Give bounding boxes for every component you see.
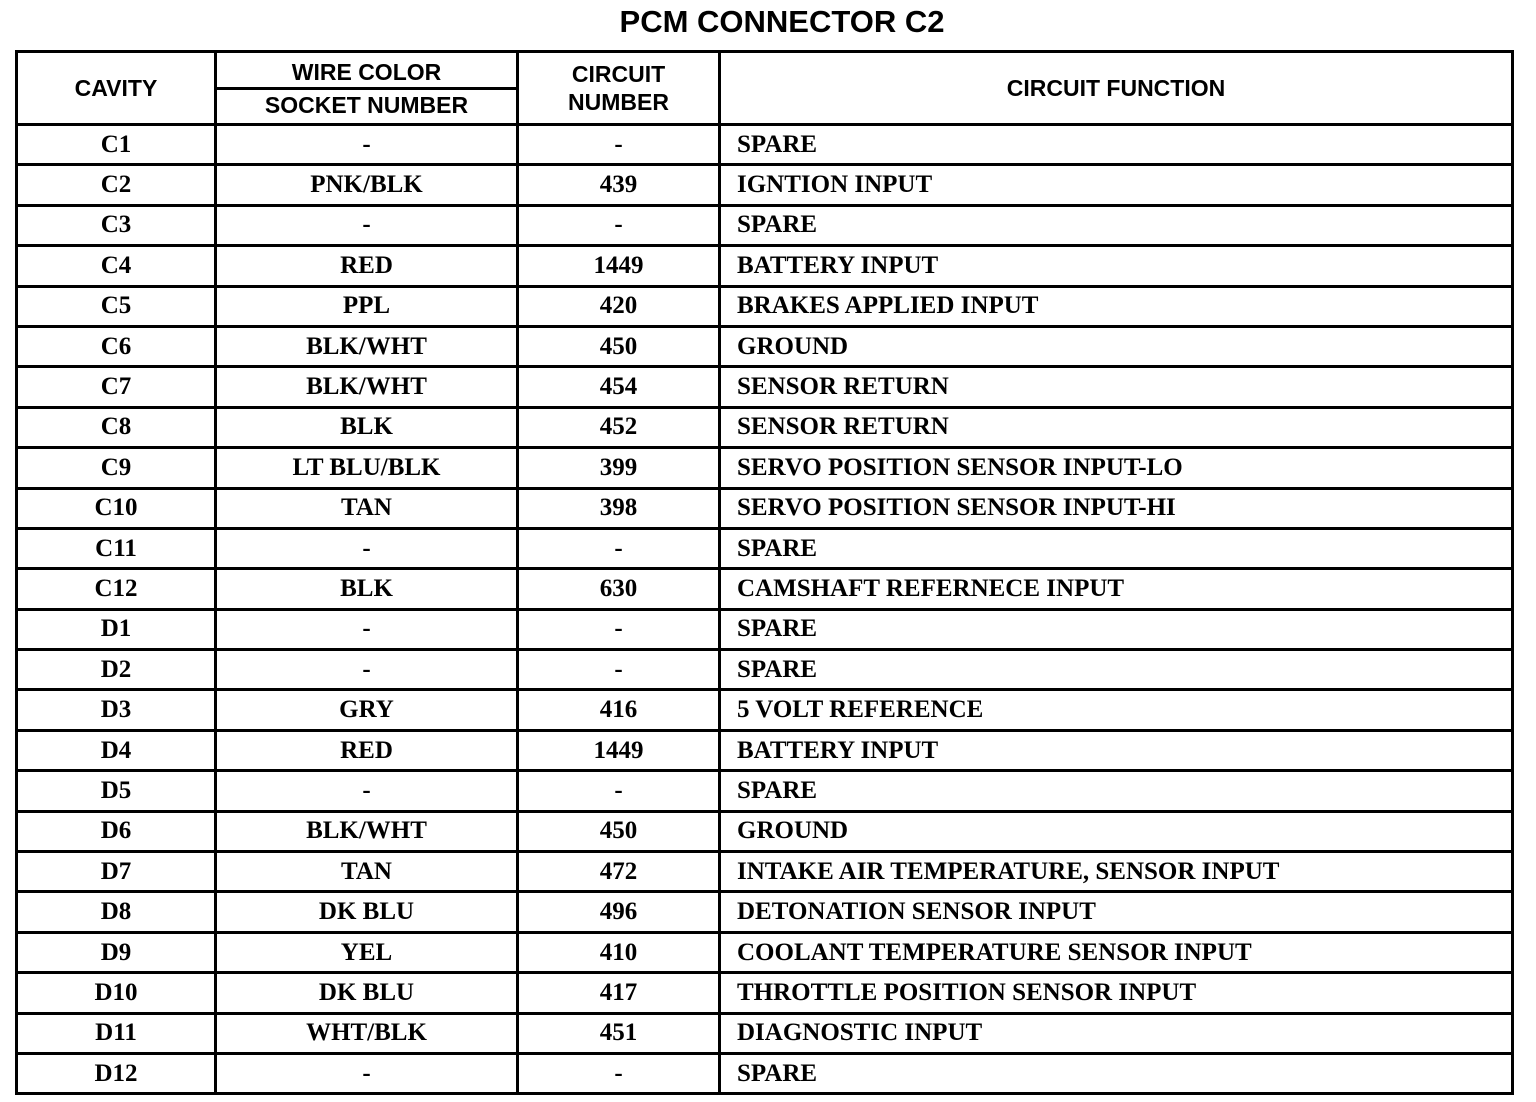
circuit-number-cell: 496 xyxy=(518,892,720,932)
table-row xyxy=(17,367,1513,407)
circuit-function-cell: COOLANT TEMPERATURE SENSOR INPUT xyxy=(720,932,1513,972)
circuit-number-cell: 399 xyxy=(518,448,720,488)
table-row xyxy=(17,892,1513,932)
table-row xyxy=(17,771,1513,811)
wire-color-cell: - xyxy=(216,125,518,165)
header-wire-socket xyxy=(216,52,518,125)
cavity-cell: D6 xyxy=(17,811,216,851)
circuit-number-cell: 398 xyxy=(518,488,720,528)
circuit-number-cell: - xyxy=(518,205,720,245)
cavity-cell: C7 xyxy=(17,367,216,407)
circuit-function-cell: SPARE xyxy=(720,609,1513,649)
wire-color-cell: BLK/WHT xyxy=(216,326,518,366)
cavity-cell: C8 xyxy=(17,407,216,447)
cavity-cell: C6 xyxy=(17,326,216,366)
wire-color-cell: TAN xyxy=(216,852,518,892)
cavity-cell: C3 xyxy=(17,205,216,245)
table-row xyxy=(17,973,1513,1013)
cavity-cell: D3 xyxy=(17,690,216,730)
table-row xyxy=(17,650,1513,690)
table-row xyxy=(17,448,1513,488)
wire-color-cell: BLK xyxy=(216,407,518,447)
table-row xyxy=(17,488,1513,528)
wire-color-cell: - xyxy=(216,650,518,690)
circuit-function-cell: SENSOR RETURN xyxy=(720,367,1513,407)
table-row xyxy=(17,609,1513,649)
circuit-function-cell: IGNTION INPUT xyxy=(720,165,1513,205)
table-body xyxy=(17,125,1513,1094)
circuit-function-cell: SPARE xyxy=(720,528,1513,568)
header-circuit-function: CIRCUIT FUNCTION xyxy=(720,52,1513,125)
circuit-number-cell: 452 xyxy=(518,407,720,447)
header-cavity: CAVITY xyxy=(17,52,216,125)
cavity-cell: D1 xyxy=(17,609,216,649)
wire-color-cell: - xyxy=(216,609,518,649)
circuit-number-cell: - xyxy=(518,125,720,165)
table-row xyxy=(17,165,1513,205)
wire-color-cell: BLK/WHT xyxy=(216,811,518,851)
cavity-cell: C9 xyxy=(17,448,216,488)
table-row xyxy=(17,407,1513,447)
circuit-function-cell: DETONATION SENSOR INPUT xyxy=(720,892,1513,932)
cavity-cell: C11 xyxy=(17,528,216,568)
table-row xyxy=(17,690,1513,730)
cavity-cell: C4 xyxy=(17,246,216,286)
wire-color-cell: DK BLU xyxy=(216,892,518,932)
wire-color-cell: - xyxy=(216,771,518,811)
header-wire-color: WIRE COLOR xyxy=(217,59,516,90)
page-title: PCM CONNECTOR C2 xyxy=(619,4,945,39)
wire-color-cell: - xyxy=(216,1053,518,1093)
header-circuit-number xyxy=(518,52,720,125)
circuit-function-cell: SPARE xyxy=(720,205,1513,245)
wire-color-cell: RED xyxy=(216,246,518,286)
cavity-cell: D10 xyxy=(17,973,216,1013)
circuit-function-cell: SPARE xyxy=(720,650,1513,690)
cavity-cell: C12 xyxy=(17,569,216,609)
wire-color-cell: YEL xyxy=(216,932,518,972)
circuit-number-cell: - xyxy=(518,1053,720,1093)
wire-color-cell: DK BLU xyxy=(216,973,518,1013)
circuit-number-cell: 420 xyxy=(518,286,720,326)
circuit-number-cell: 416 xyxy=(518,690,720,730)
wire-color-cell: RED xyxy=(216,730,518,770)
circuit-function-cell: GROUND xyxy=(720,811,1513,851)
wire-color-cell: LT BLU/BLK xyxy=(216,448,518,488)
circuit-function-cell: BATTERY INPUT xyxy=(720,730,1513,770)
wire-color-cell: BLK/WHT xyxy=(216,367,518,407)
table-row xyxy=(17,932,1513,972)
circuit-number-cell: 439 xyxy=(518,165,720,205)
circuit-number-cell: 1449 xyxy=(518,730,720,770)
connector-pinout-table xyxy=(15,50,1514,1095)
circuit-number-cell: 1449 xyxy=(518,246,720,286)
wire-color-cell: GRY xyxy=(216,690,518,730)
circuit-number-cell: 417 xyxy=(518,973,720,1013)
circuit-function-cell: BRAKES APPLIED INPUT xyxy=(720,286,1513,326)
circuit-function-cell: INTAKE AIR TEMPERATURE, SENSOR INPUT xyxy=(720,852,1513,892)
circuit-number-cell: - xyxy=(518,609,720,649)
circuit-number-cell: 450 xyxy=(518,811,720,851)
circuit-number-cell: - xyxy=(518,771,720,811)
header-circuit-number-text: CIRCUIT NUMBER xyxy=(568,61,669,115)
circuit-number-cell: 450 xyxy=(518,326,720,366)
cavity-cell: C1 xyxy=(17,125,216,165)
wire-color-cell: - xyxy=(216,528,518,568)
circuit-function-cell: SPARE xyxy=(720,1053,1513,1093)
table-row xyxy=(17,1053,1513,1093)
circuit-function-cell: THROTTLE POSITION SENSOR INPUT xyxy=(720,973,1513,1013)
table-row xyxy=(17,811,1513,851)
circuit-function-cell: DIAGNOSTIC INPUT xyxy=(720,1013,1513,1053)
circuit-number-cell: - xyxy=(518,528,720,568)
cavity-cell: D2 xyxy=(17,650,216,690)
table-row xyxy=(17,730,1513,770)
wire-color-cell: WHT/BLK xyxy=(216,1013,518,1053)
cavity-cell: C10 xyxy=(17,488,216,528)
cavity-cell: D11 xyxy=(17,1013,216,1053)
circuit-function-cell: SERVO POSITION SENSOR INPUT-LO xyxy=(720,448,1513,488)
circuit-number-cell: 630 xyxy=(518,569,720,609)
circuit-number-cell: 410 xyxy=(518,932,720,972)
cavity-cell: C5 xyxy=(17,286,216,326)
cavity-cell: D8 xyxy=(17,892,216,932)
cavity-cell: D4 xyxy=(17,730,216,770)
circuit-number-cell: 451 xyxy=(518,1013,720,1053)
table-row xyxy=(17,286,1513,326)
wire-color-cell: TAN xyxy=(216,488,518,528)
circuit-function-cell: CAMSHAFT REFERNECE INPUT xyxy=(720,569,1513,609)
circuit-function-cell: SPARE xyxy=(720,125,1513,165)
circuit-function-cell: SPARE xyxy=(720,771,1513,811)
cavity-cell: C2 xyxy=(17,165,216,205)
table-row xyxy=(17,246,1513,286)
wire-color-cell: PPL xyxy=(216,286,518,326)
table-row xyxy=(17,326,1513,366)
table-row xyxy=(17,1013,1513,1053)
circuit-number-cell: 472 xyxy=(518,852,720,892)
header-socket-number: SOCKET NUMBER xyxy=(264,91,469,118)
table-row xyxy=(17,852,1513,892)
cavity-cell: D5 xyxy=(17,771,216,811)
cavity-cell: D7 xyxy=(17,852,216,892)
wire-color-cell: BLK xyxy=(216,569,518,609)
circuit-function-cell: BATTERY INPUT xyxy=(720,246,1513,286)
wire-color-cell: - xyxy=(216,205,518,245)
table-row xyxy=(17,569,1513,609)
circuit-function-cell: GROUND xyxy=(720,326,1513,366)
cavity-cell: D12 xyxy=(17,1053,216,1093)
circuit-function-cell: SENSOR RETURN xyxy=(720,407,1513,447)
circuit-number-cell: 454 xyxy=(518,367,720,407)
cavity-cell: D9 xyxy=(17,932,216,972)
table-header-row xyxy=(17,52,1513,125)
table-row xyxy=(17,205,1513,245)
circuit-function-cell: SERVO POSITION SENSOR INPUT-HI xyxy=(720,488,1513,528)
circuit-function-cell: 5 VOLT REFERENCE xyxy=(720,690,1513,730)
table-row xyxy=(17,528,1513,568)
circuit-number-cell: - xyxy=(518,650,720,690)
wire-color-cell: PNK/BLK xyxy=(216,165,518,205)
table-row xyxy=(17,125,1513,165)
